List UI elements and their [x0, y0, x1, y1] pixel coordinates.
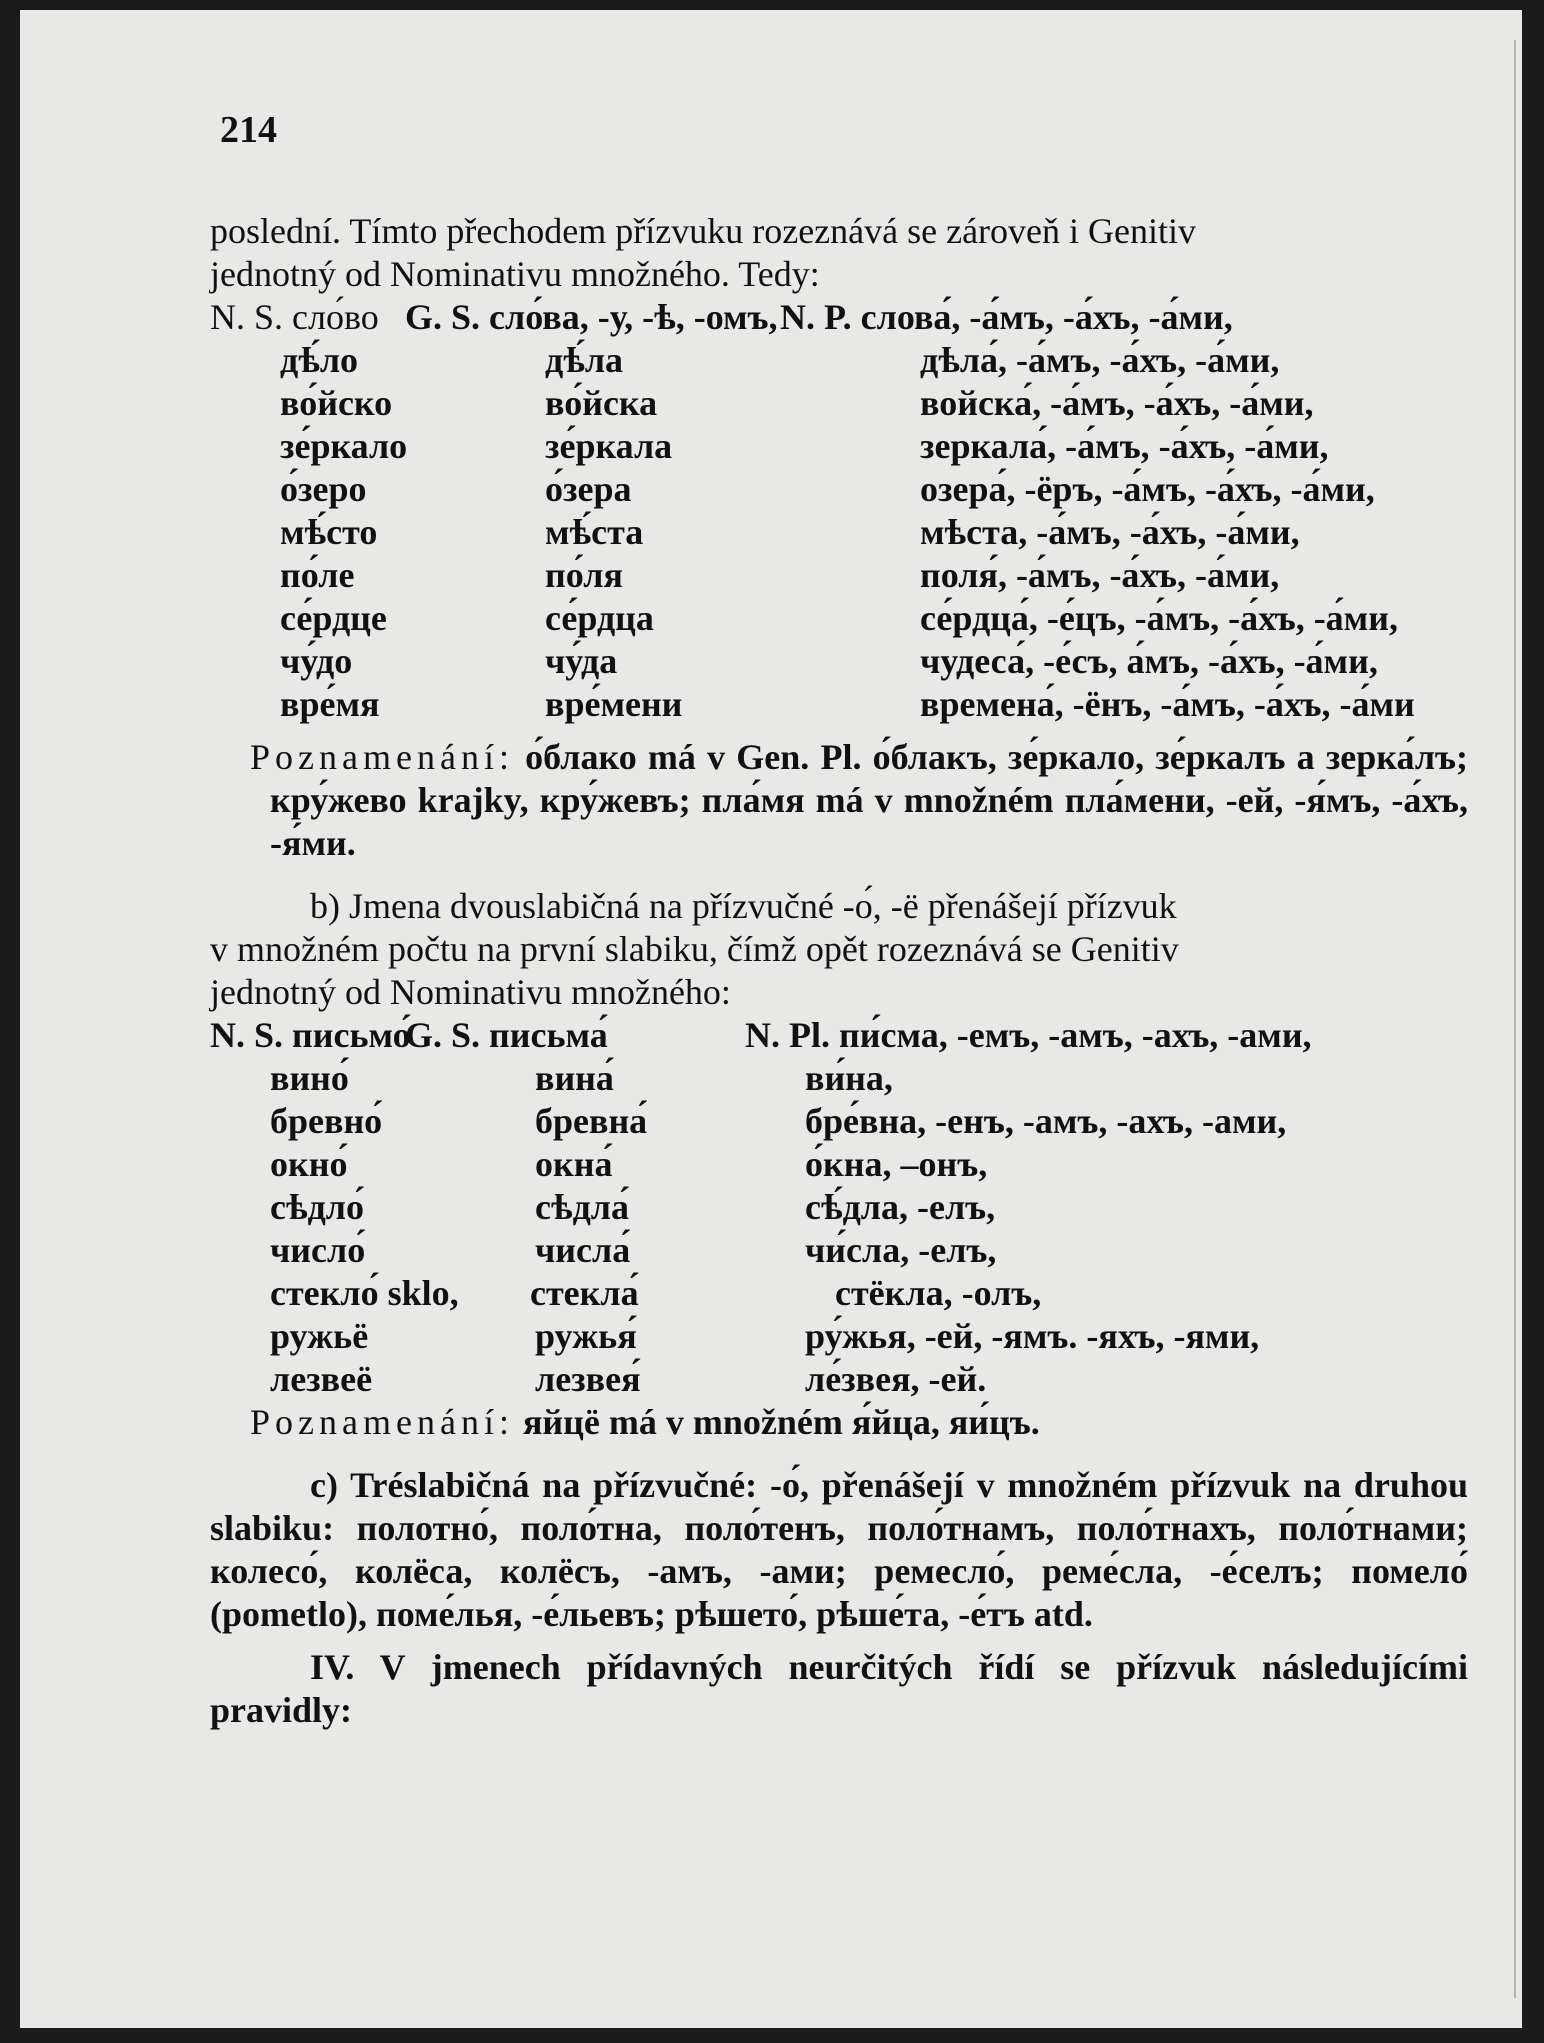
note-b	[210, 1401, 1468, 1444]
table-a-cell: по́ля	[545, 555, 623, 595]
table-b-cell: сѣдла́	[535, 1187, 629, 1227]
table-a-cell: поля́, -а́мъ, -а́хъ, -а́ми,	[920, 555, 1280, 595]
book-page	[20, 10, 1522, 2028]
intro-line-1: poslední. Tímto přechodem přízvuku rozeznává se zároveň i Genitiv	[210, 211, 1197, 251]
table-row	[210, 1315, 1468, 1358]
table-b-cell: стёкла, -олъ,	[835, 1273, 1042, 1313]
table-row	[210, 1143, 1468, 1186]
table-row	[210, 640, 1468, 683]
table-a-header	[210, 296, 1468, 339]
table-a-cell: зе́ркала	[545, 426, 673, 466]
table-a-cell: мѣ́ста	[545, 512, 644, 552]
table-a-cell: во́йска	[545, 383, 658, 423]
declension-table-b	[210, 1014, 1468, 1401]
table-row	[210, 1186, 1468, 1229]
table-a-cell: мѣста, -а́мъ, -а́хъ, -а́ми,	[920, 512, 1300, 552]
table-a-cell: времена́, -ёнъ, -а́мъ, -а́хъ, -а́ми	[920, 684, 1415, 724]
table-row	[210, 468, 1468, 511]
declension-table-a	[210, 296, 1468, 726]
table-a-header-c1: N. S. сло́во	[210, 297, 379, 337]
intro-paragraph	[210, 210, 1468, 296]
table-row	[210, 511, 1468, 554]
note-b-label: Poznamenání:	[250, 1402, 514, 1442]
page-body	[210, 210, 1468, 1732]
table-a-cell: во́йско	[280, 383, 393, 423]
page-number: 214	[220, 109, 277, 151]
table-b-cell: ру́жья, -ей, -ямъ. -яхъ, -ями,	[805, 1316, 1260, 1356]
table-a-cell: вре́мя	[280, 684, 380, 724]
table-b-cell: ви́на,	[805, 1058, 893, 1098]
section-iv-text: IV. V jmenech přídavných neurčitých řídí se přízvuk následujícími pravidly:	[210, 1647, 1468, 1730]
table-b-cell: стекло́ sklo,	[270, 1273, 459, 1313]
intro-line-2: jednotný od Nominativu množného. Tedy:	[210, 254, 820, 294]
table-b-cell: сѣ́дла, -елъ,	[805, 1187, 996, 1227]
table-b-cell: чи́сла, -елъ,	[805, 1230, 997, 1270]
table-b-cell: бре́вна, -енъ, -амъ, -ахъ, -ами,	[805, 1101, 1287, 1141]
table-row	[210, 683, 1468, 726]
table-a-cell: дѣла́, -а́мъ, -а́хъ, -а́ми,	[920, 340, 1280, 380]
table-a-cell: се́рдца́, -е́цъ, -а́мъ, -а́хъ, -а́ми,	[920, 598, 1398, 638]
note-b-text: яйцё má v množném я́йца, яи́цъ.	[522, 1402, 1040, 1442]
section-c-text: c) Tréslabičná na přízvučné: -о́, přenášejí v množném přízvuk na druhou slabiku: полотно́, поло́тна, поло́тенъ, поло́тнамъ, поло́тнахъ, поло́тнами; колесо́, колёса, колёсъ, -амъ, -ами; ремесло́, реме́сла, -е́селъ; помело́ (pometlo), поме́лья, -е́льевъ; рѣшето́, рѣше́та, -е́тъ atd.	[210, 1465, 1468, 1634]
table-a-cell: войска́, -а́мъ, -а́хъ, -а́ми,	[920, 383, 1314, 423]
table-a-header-c2: G. S. сло́ва, -у, -ѣ, -омъ,	[405, 297, 778, 337]
table-b-cell: ле́звея, -ей.	[805, 1359, 987, 1399]
table-a-cell: се́рдца	[545, 598, 654, 638]
table-a-cell: чу́до	[280, 641, 353, 681]
table-b-cell: о́кна, –онъ,	[805, 1144, 988, 1184]
table-b-cell: числа́	[535, 1230, 631, 1270]
section-b-line-2: v množném počtu na první slabiku, čímž opět rozeznává se Genitiv	[210, 929, 1179, 969]
table-a-cell: мѣ́сто	[280, 512, 378, 552]
table-a-header-c3: N. P. слова́, -а́мъ, -а́хъ, -а́ми,	[780, 297, 1233, 337]
table-b-cell: лезвеё	[270, 1359, 373, 1399]
table-a-cell: зеркала́, -а́мъ, -а́хъ, -а́ми,	[920, 426, 1329, 466]
table-a-cell: вре́мени	[545, 684, 683, 724]
table-b-cell: ружьё	[270, 1316, 369, 1356]
table-a-cell: чудеса́, -е́съ, а́мъ, -а́хъ, -а́ми,	[920, 641, 1378, 681]
table-row	[210, 339, 1468, 382]
table-b-cell: окно́	[270, 1144, 348, 1184]
table-a-cell: дѣ́ло	[280, 340, 359, 380]
table-a-cell: зе́ркало	[280, 426, 408, 466]
table-row	[210, 1100, 1468, 1143]
table-b-cell: сѣдло́	[270, 1187, 364, 1227]
table-a-cell: чу́да	[545, 641, 618, 681]
table-a-cell: озера́, -ёръ, -а́мъ, -а́хъ, -а́ми,	[920, 469, 1375, 509]
table-b-cell: вино́	[270, 1058, 349, 1098]
table-a-cell: дѣ́ла	[545, 340, 624, 380]
table-a-cell: се́рдце	[280, 598, 387, 638]
table-row	[210, 1358, 1468, 1401]
table-row	[210, 554, 1468, 597]
table-row	[210, 425, 1468, 468]
table-b-header	[210, 1014, 1468, 1057]
section-iv-paragraph	[210, 1646, 1468, 1732]
table-a-cell: о́зера	[545, 469, 632, 509]
table-row	[210, 597, 1468, 640]
note-a-text: о́блако má v Gen. Pl. о́блакъ, зе́ркало, зе́ркалъ a зерка́лъ; кру́жево krajky, кру́жевъ; пла́мя má v množném пла́мени, -ей, -я́мъ, -а́хъ, -я́ми.	[270, 737, 1468, 863]
table-row	[210, 1057, 1468, 1100]
section-b-paragraph	[210, 885, 1468, 1014]
table-b-cell: лезвея́	[535, 1359, 641, 1399]
table-b-cell: бревна́	[535, 1101, 648, 1141]
table-row	[210, 1272, 1468, 1315]
note-a-label: Poznamenání:	[250, 737, 514, 777]
table-b-cell: бревно́	[270, 1101, 383, 1141]
section-b-line-1: b) Jmena dvouslabičná na přízvučné -о́, -ё přenášejí přízvuk	[310, 886, 1177, 926]
table-b-header-c1: N. S. письмо́	[210, 1015, 411, 1055]
table-row	[210, 382, 1468, 425]
table-row	[210, 1229, 1468, 1272]
table-a-cell: о́зеро	[280, 469, 367, 509]
table-b-header-c3: N. Pl. пи́сма, -емъ, -амъ, -ахъ, -ами,	[745, 1015, 1312, 1055]
table-b-cell: стекла́	[530, 1273, 639, 1313]
section-b-line-3: jednotný od Nominativu množného:	[210, 972, 731, 1012]
table-b-cell: число́	[270, 1230, 366, 1270]
section-c-paragraph	[210, 1464, 1468, 1636]
table-b-header-c2: G. S. письма́	[405, 1015, 608, 1055]
table-a-cell: по́ле	[280, 555, 355, 595]
table-b-cell: вина́	[535, 1058, 614, 1098]
table-b-cell: окна́	[535, 1144, 613, 1184]
table-b-cell: ружья́	[535, 1316, 637, 1356]
note-a	[210, 736, 1468, 865]
